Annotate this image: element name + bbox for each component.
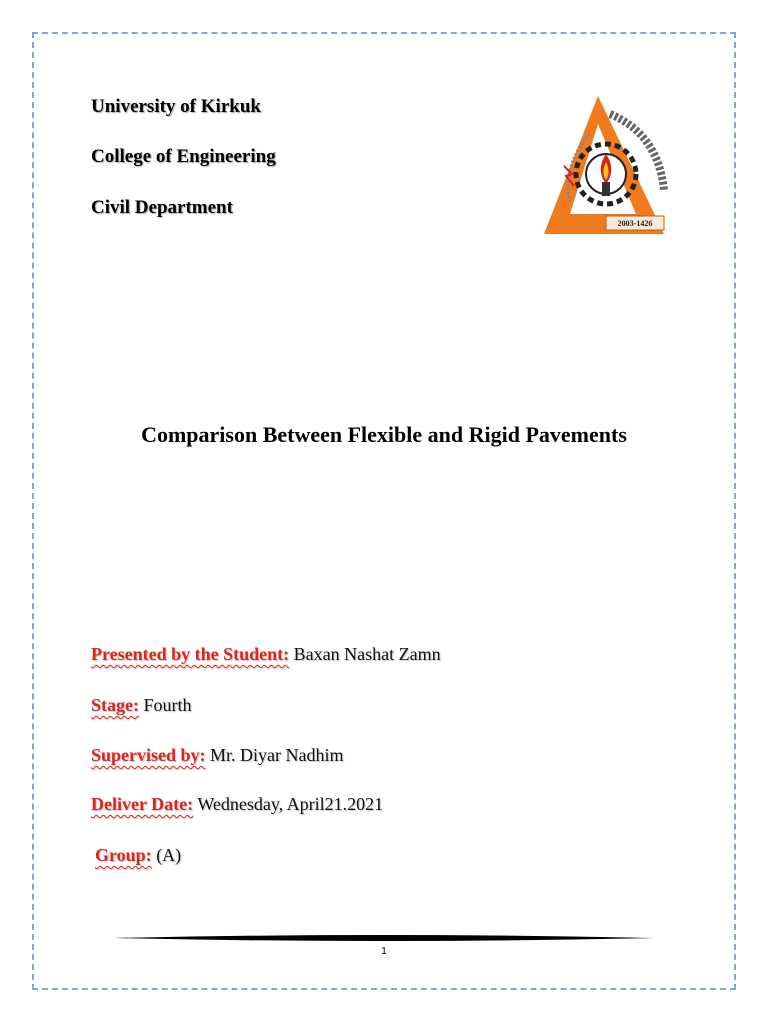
date-label: Deliver Date: xyxy=(91,794,194,814)
date-value: Wednesday, April21.2021 xyxy=(197,794,384,814)
supervisor-value: Mr. Diyar Nadhim xyxy=(210,745,344,765)
stage-label: Stage: xyxy=(91,695,139,715)
group-line xyxy=(95,845,181,866)
logo-year-text: 2003-1426 xyxy=(617,219,653,228)
group-value: (A) xyxy=(156,845,182,865)
document-title: Comparison Between Flexible and Rigid Pavements xyxy=(141,422,627,447)
stage-line xyxy=(91,695,192,716)
supervisor-label: Supervised by: xyxy=(91,745,206,765)
student-value: Baxan Nashat Zamn xyxy=(293,644,441,664)
college-name: College of Engineering xyxy=(91,146,276,167)
university-logo-icon xyxy=(540,94,672,236)
group-label: Group: xyxy=(95,845,152,865)
stage-value: Fourth xyxy=(143,695,192,715)
student-line xyxy=(91,644,441,665)
university-name: University of Kirkuk xyxy=(91,96,261,117)
date-line xyxy=(91,794,383,815)
footer-divider xyxy=(113,933,655,943)
supervisor-line xyxy=(91,745,344,766)
page-number: 1 xyxy=(381,946,387,957)
department-name: Civil Department xyxy=(91,197,233,218)
student-label: Presented by the Student: xyxy=(91,644,290,664)
